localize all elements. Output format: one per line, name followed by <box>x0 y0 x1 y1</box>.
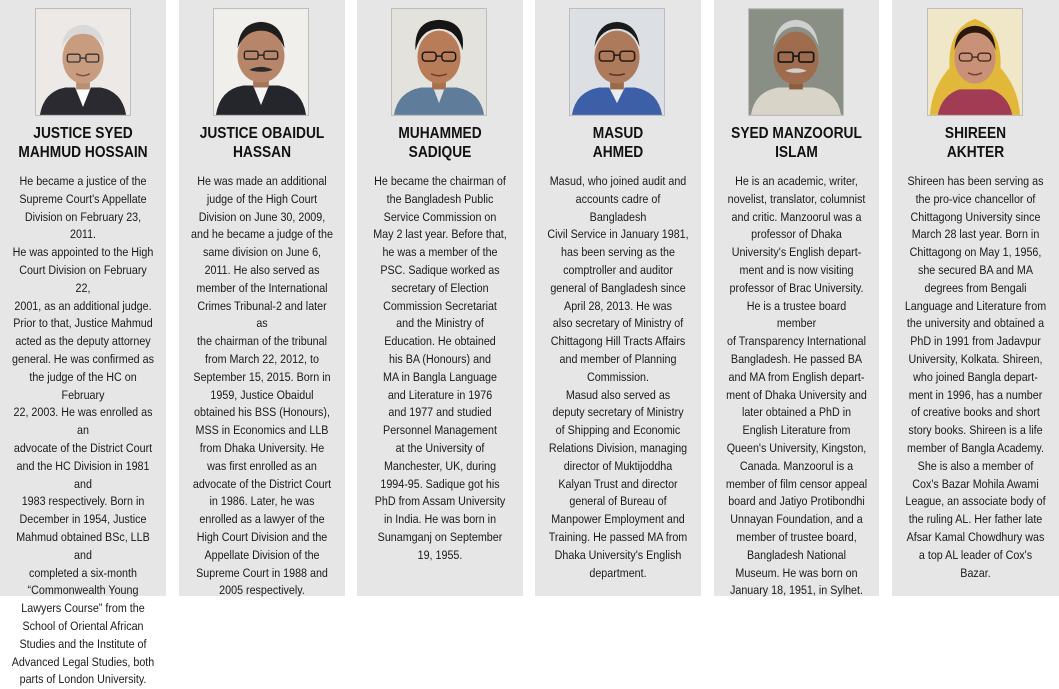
person-name-line2: SADIQUE <box>408 144 472 161</box>
person-bio: He became a justice of the Supreme Court's Appellate Division on February 23, 2011. He was appointed to the High Court Division on February 22, 2001, as an additional judge. Prior to that, Justice Mahmud acted as the deputy attorney general. He was confirmed as the judge of the HC on February 22, 2003. He was enrolled as an advocate of the District Court and the HC Division in 1981 and 1983 respectively. Born in December in 1954, Justice Mahmud obtained BSc, LLB and completed a six-month “Commonwealth Young Lawyers Course” from the School of Oriental African Studies and the Institute of Advanced Legal Studies, both parts of London University. <box>11 174 155 687</box>
person-bio: He was made an additional judge of the High Court Division on June 30, 2009, and he became a judge of the same division on June 6, 2011. He also served as member of the International Crimes Tribunal-2 and later as the chairman of the tribunal from March 22, 2012, to September 15, 2015. Born in 1959, Justice Obaidul obtained his BSS (Honours), MSS in Economics and LLB from Dhaka University. He was first enrolled as an advocate of the District Court in 1986. Later, he was enrolled as a lawyer of the High Court Division and the Appellate Division of the Supreme Court in 1988 and 2005 respectively. <box>191 174 333 598</box>
profile-card <box>892 0 1059 596</box>
person-name <box>726 124 868 162</box>
person-bio: Masud, who joined audit and accounts cadre of Bangladesh Civil Service in January 1981, has been serving as the comptroller and auditor general of Bangladesh since April 28, 2013. He was also secretary of Ministry of Chittagong Hill Tracts Affairs and member of Planning Commission. Masud also served as deputy secretary of Ministry of Shipping and Economic Relations Division, managing director of Muktijoddha Kalyan Trust and director general of Bureau of Manpower Employment and Training. He passed MA from Dhaka University's English department. <box>547 174 689 580</box>
person-name-line1: MUHAMMED <box>398 125 482 142</box>
person-name-line2: AHMED <box>592 144 644 161</box>
person-name-line1: SHIREEN <box>944 125 1007 142</box>
person-bio: He became the chairman of the Bangladesh Public Service Commission on May 2 last year. Before that, he was a member of the PSC. Sadique worked as secretary of Election Commission Secretariat and the Ministry of Education. He obtained his BA (Honours) and MA in Bangla Language and Literature in 1976 and 1977 and studied Personnel Management at the University of Manchester, UK, during 1994-95. Sadique got his PhD from Assam University in India. He was born in Sunamganj on September 19, 1955. <box>373 174 507 562</box>
person-name <box>191 124 334 162</box>
person-name <box>12 124 155 162</box>
profile-card <box>714 0 879 596</box>
portrait-photo-icon <box>927 8 1023 116</box>
person-name-line1: MASUD <box>592 125 644 142</box>
person-name-line1: SYED MANZOORUL <box>731 125 862 142</box>
profile-card <box>0 0 166 687</box>
person-bio: Shireen has been serving as the pro-vice chancellor of Chittagong University since March 28 last year. Born in Chittagong on May 1, 1956, she secured BA and MA degrees from Bengali Language and Literature from the university and obtained a PhD in 1991 from Jadavpur University, Kolkata. Shireen, who joined Bangla depart- ment in 1996, has a number of creative books and short story books. Shireen is a life member of Bangla Academy. She is also a member of Cox's Bazar Mohila Awami League, an associate body of the ruling AL. Her father late Afsar Kamal Chowdhury was a top AL leader of Cox's Bazar. <box>904 174 1047 580</box>
person-name <box>369 124 512 162</box>
portrait-photo-icon <box>391 8 487 116</box>
person-name-line2: AKHTER <box>946 144 1005 161</box>
person-name-line2: HASSAN <box>232 144 292 161</box>
portrait-photo-icon <box>748 8 844 116</box>
profile-card <box>535 0 701 596</box>
person-name-line1: JUSTICE SYED <box>33 125 133 142</box>
profile-card <box>357 0 523 596</box>
profile-card <box>179 0 345 596</box>
person-bio: He is an academic, writer, novelist, translator, columnist and critic. Manzoorul was a professor of Dhaka University's English depart- ment and is now visiting professor of Brac University. He is a trustee board member of Transparency International Bangladesh. He passed BA and MA from English depart- ment of Dhaka University and later obtained a PhD in English Literature from Queen's University, Kingston, Canada. Manzoorul is a member of film censor appeal board and Jatiyo Protibondhi Unnayan Foundation, and a member of trustee board, Bangladesh National Museum. He was born on January 18, 1951, in Sylhet. <box>725 174 868 598</box>
person-name <box>904 124 1048 162</box>
person-name <box>547 124 690 162</box>
portrait-photo-icon <box>35 8 131 116</box>
portrait-photo-icon <box>569 8 665 116</box>
person-name-line1: JUSTICE OBAIDUL <box>199 125 325 142</box>
portrait-photo-icon <box>213 8 309 116</box>
person-name-line2: ISLAM <box>775 144 818 161</box>
person-name-line2: MAHMUD HOSSAIN <box>18 144 148 161</box>
